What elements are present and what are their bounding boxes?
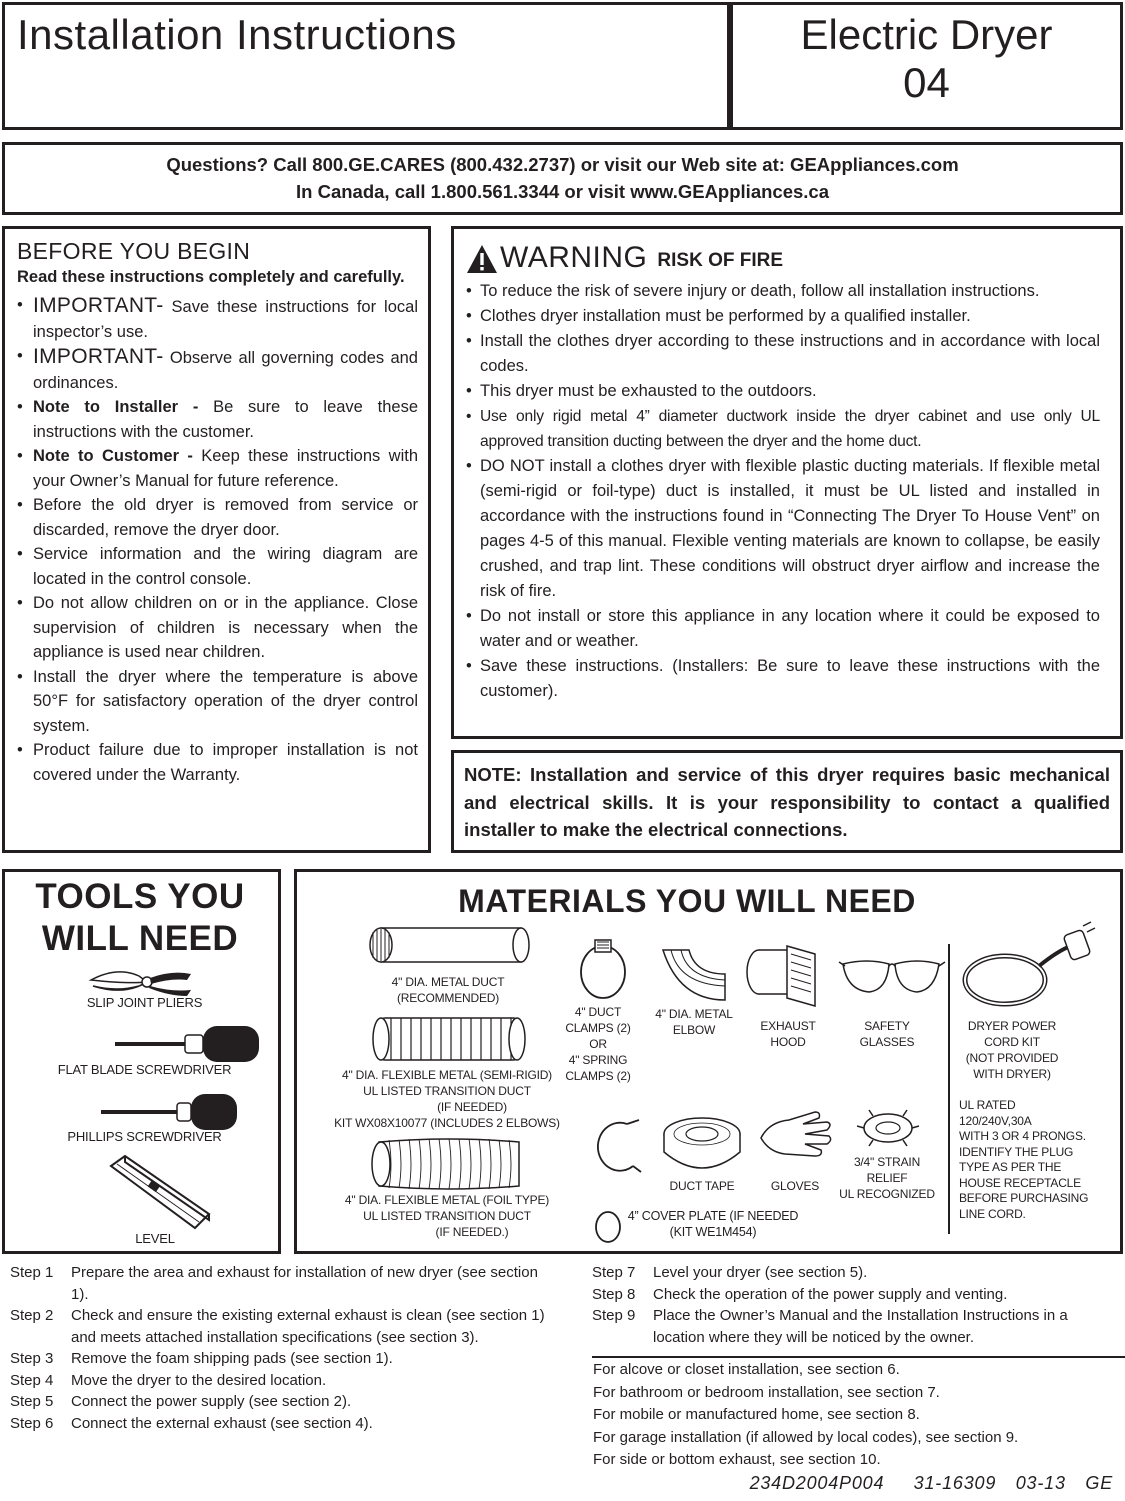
foil-duct-icon: [369, 1134, 529, 1194]
item-lead: IMPORTANT-: [33, 345, 164, 368]
warning-item: • To reduce the risk of severe injury or death, follow all installation instructions.: [466, 279, 1100, 304]
label-line: (IF NEEDED): [437, 1100, 507, 1114]
steps-right-column: [592, 1262, 1117, 1348]
warning-header: [466, 239, 1100, 275]
before-item: [17, 738, 418, 787]
label-line: SAFETY: [864, 1019, 910, 1033]
metal-duct-icon: [363, 922, 533, 968]
item-text: Keep these instructions with your Owner’s Manual for future reference.: [33, 447, 418, 490]
contact-us: Questions? Call 800.GE.CARES (800.432.2737) or visit our Web site at: GEAppliances.com: [166, 154, 959, 175]
label-line: UL LISTED TRANSITION DUCT: [363, 1084, 531, 1098]
label-line: RELIEF: [866, 1171, 908, 1185]
power-cord-icon: [959, 920, 1099, 1014]
material-label: [363, 974, 533, 1006]
step-text: Remove the foam shipping pads (see section 1).: [71, 1350, 393, 1367]
before-item: [17, 493, 418, 542]
step-text: Place the Owner’s Manual and the Installation Instructions in a location where they will be noticed by the owner.: [653, 1307, 1068, 1346]
materials-panel: [294, 869, 1123, 1254]
warning-item: • Clothes dryer installation must be performed by a qualified installer.: [466, 304, 1100, 329]
material-label: [837, 1154, 937, 1202]
warning-item: • Save these instructions. (Installers: Be sure to leave these instructions with the customer).: [466, 654, 1100, 704]
tools-title-line: WILL NEED: [41, 919, 239, 958]
before-item: [17, 665, 418, 739]
material-label: [743, 1018, 833, 1050]
label-line: 4" DUCT: [574, 1005, 622, 1019]
label-line: HOOD: [770, 1035, 806, 1049]
tool-label: SLIP JOINT PLIERS: [86, 995, 203, 1010]
materials-title: MATERIALS YOU WILL NEED: [458, 883, 916, 919]
warning-triangle-icon: [466, 243, 498, 275]
header-product-box: [730, 2, 1123, 130]
before-item: [17, 591, 418, 665]
material-label: [327, 1067, 567, 1131]
semi-rigid-duct-icon: [369, 1012, 529, 1066]
label-line: 4" DIA. FLEXIBLE METAL (FOIL TYPE): [344, 1193, 550, 1207]
label-line: KIT WX08X10077 (INCLUDES 2 ELBOWS): [334, 1116, 560, 1130]
item-lead: Note to Installer -: [33, 398, 199, 416]
step-row: [10, 1348, 550, 1370]
label-line: HOUSE RECEPTACLE: [959, 1175, 1081, 1190]
item-text: Save these instructions for local inspector’s use.: [33, 298, 418, 341]
steps-left-column: [10, 1262, 550, 1434]
level-icon: [105, 1152, 215, 1234]
step-text: Level your dryer (see section 5).: [653, 1264, 868, 1281]
material-label: GLOVES: [770, 1179, 820, 1193]
item-text: Service information and the wiring diagram are located in the control console.: [33, 545, 418, 588]
step-row: [10, 1305, 550, 1348]
warning-word: WARNING: [500, 241, 648, 274]
label-line: ELBOW: [672, 1023, 716, 1037]
step-number: Step 4: [10, 1371, 54, 1389]
tools-panel: [2, 869, 281, 1254]
contact-banner: [2, 142, 1123, 215]
label-line: WITH DRYER): [973, 1067, 1051, 1081]
step-text: Prepare the area and exhaust for installation of new dryer (see section 1).: [71, 1264, 538, 1303]
step-text: Connect the external exhaust (see section 4).: [71, 1414, 373, 1432]
step-number: Step 9: [592, 1307, 636, 1324]
label-line: (NOT PROVIDED: [965, 1051, 1059, 1065]
material-label: DUCT TAPE: [669, 1179, 735, 1193]
label-line: 4" DIA. METAL: [655, 1007, 733, 1021]
material-label: [957, 1018, 1067, 1082]
before-item: [17, 542, 418, 591]
label-line: (KIT WE1M454): [669, 1225, 757, 1239]
warning-list: [466, 279, 1100, 704]
product-name: Electric Dryer 04: [800, 11, 1053, 106]
document-title: Installation Instructions: [17, 11, 457, 58]
label-line: LINE CORD.: [959, 1206, 1026, 1221]
before-heading: BEFORE YOU BEGIN: [17, 238, 251, 264]
section-divider: [592, 1356, 1125, 1358]
step-row: [592, 1284, 1117, 1306]
step-number: Step 1: [10, 1264, 54, 1281]
step-text: Move the dryer to the desired location.: [71, 1371, 327, 1389]
label-line: UL RATED: [959, 1098, 1016, 1112]
label-line: 4" DIA. FLEXIBLE METAL (SEMI-RIGID): [342, 1068, 552, 1082]
label-line: TYPE AS PER THE: [959, 1160, 1062, 1174]
step-number: Step 7: [592, 1264, 636, 1281]
label-line: 4" DIA. METAL DUCT: [391, 975, 505, 989]
step-number: Step 5: [10, 1393, 54, 1410]
tool-label: FLAT BLADE SCREWDRIVER: [57, 1062, 232, 1077]
before-item: [17, 395, 418, 444]
header-title-box: [2, 2, 730, 130]
item-text: Do not allow children on or in the appliance. Close supervision of children is necessary when the appliance is used near children.: [33, 594, 418, 661]
label-line: UL LISTED TRANSITION DUCT: [363, 1209, 531, 1223]
label-line: WITH 3 OR 4 PRONGS.: [959, 1129, 1086, 1143]
step-text: Connect the power supply (see section 2).: [71, 1393, 352, 1410]
gloves-icon: [755, 1104, 839, 1166]
label-line: (IF NEEDED.): [435, 1225, 509, 1239]
label-line: DRYER POWER: [967, 1019, 1057, 1033]
label-line: 4" SPRING: [568, 1053, 628, 1067]
item-lead: IMPORTANT-: [33, 294, 164, 317]
warning-risk: RISK OF FIRE: [657, 250, 784, 271]
label-line: 120/240V,30A: [959, 1113, 1032, 1128]
step-text: Check and ensure the existing external exhaust is clean (see section 1) and meets attached installation specifications (see section 3).: [71, 1307, 545, 1346]
material-label: [649, 1006, 739, 1038]
tools-title: [15, 876, 265, 960]
item-text: Install the dryer where the temperature is above 50°F for satisfactory operation of the dryer control system.: [33, 667, 418, 735]
warning-item: • Install the clothes dryer according to these instructions and in accordance with local codes.: [466, 329, 1100, 379]
material-label: [337, 1192, 557, 1240]
section-reference: For garage installation (if allowed by local codes), see section 9.: [593, 1428, 1019, 1446]
warning-item: • Use only rigid metal 4” diameter ductwork inside the dryer cabinet and use only UL approved transition ducting between the dryer and the home duct.: [466, 404, 1100, 454]
warning-item: • This dryer must be exhausted to the outdoors.: [466, 379, 1100, 404]
section-reference: For mobile or manufactured home, see section 8.: [593, 1406, 920, 1423]
safety-glasses-icon: [837, 954, 947, 1004]
step-row: [10, 1370, 550, 1392]
material-label: [847, 1018, 927, 1050]
before-item: [17, 444, 418, 493]
before-list: [17, 293, 418, 787]
label-line: UL RECOGNIZED: [839, 1187, 935, 1201]
step-row: [592, 1305, 1117, 1348]
before-item: [17, 293, 418, 344]
warning-panel: [451, 226, 1123, 739]
section-reference: For alcove or closet installation, see section 6.: [593, 1361, 900, 1378]
step-number: Step 3: [10, 1350, 54, 1367]
step-number: Step 6: [10, 1414, 54, 1432]
item-text: Product failure due to improper installation is not covered under the Warranty.: [33, 741, 418, 784]
step-row: [10, 1262, 550, 1305]
item-lead: Note to Customer -: [33, 447, 193, 465]
duct-tape-icon: [659, 1112, 745, 1174]
label-line: OR: [589, 1037, 607, 1051]
before-subheading: Read these instructions completely and carefully.: [17, 268, 405, 286]
label-line: CORD KIT: [984, 1035, 1040, 1049]
label-line: GLASSES: [859, 1035, 915, 1049]
contact-canada: In Canada, call 1.800.561.3344 or visit www.GEAppliances.ca: [296, 181, 829, 202]
metal-elbow-icon: [659, 944, 731, 1004]
phillips-screwdriver-icon: [99, 1090, 249, 1134]
section-reference: For side or bottom exhaust, see section 10.: [593, 1451, 881, 1468]
step-row: [10, 1413, 550, 1435]
step-number: Step 2: [10, 1307, 54, 1324]
before-you-begin-panel: [2, 226, 431, 853]
label-line: CLAMPS (2): [565, 1021, 631, 1035]
item-text: Before the old dryer is removed from service or discarded, remove the dryer door.: [33, 496, 418, 539]
step-number: Step 8: [592, 1285, 636, 1303]
exhaust-hood-icon: [743, 942, 819, 1012]
duct-clamp-icon: [575, 934, 631, 1002]
item-text: Observe all governing codes and ordinances.: [33, 349, 418, 392]
label-line: 3/4" STRAIN: [853, 1155, 921, 1169]
strain-relief-icon: [853, 1106, 923, 1150]
label-line: BEFORE PURCHASING: [959, 1191, 1089, 1205]
label-line: (RECOMMENDED): [396, 991, 500, 1005]
cord-rating-note: [959, 1098, 1088, 1222]
step-row: [10, 1391, 550, 1413]
step-row: [592, 1262, 1117, 1284]
item-text: Be sure to leave these instructions with the customer.: [33, 398, 418, 441]
section-references: [593, 1359, 1118, 1472]
label-line: CLAMPS (2): [565, 1069, 631, 1083]
label-line: IDENTIFY THE PLUG: [959, 1144, 1074, 1159]
materials-divider: [948, 944, 950, 1234]
flat-screwdriver-icon: [113, 1022, 263, 1066]
label-line: 4” COVER PLATE (IF NEEDED: [627, 1209, 799, 1223]
material-label: [563, 1004, 633, 1084]
spring-clamp-icon: [593, 1116, 645, 1176]
material-label: [623, 1208, 803, 1240]
warning-item: • DO NOT install a clothes dryer with flexible plastic ducting materials. If flexible metal (semi-rigid or foil-type) duct is installed, it must be UL listed and installed in accordance with the instructions found in “Connecting The Dryer To House Vent” on pages 4-5 of this manual. Flexible venting materials are known to collapse, be easily crushed, and trap lint. These conditions will obstruct dryer airflow and increase the risk of fire.: [466, 454, 1100, 604]
note-panel: NOTE: Installation and service of this dryer requires basic mechanical and electrical skills. It is your responsibility to contact a qualified installer to make the electrical connections.: [451, 750, 1123, 853]
tool-label: PHILLIPS SCREWDRIVER: [67, 1129, 222, 1144]
cover-plate-icon: [593, 1210, 623, 1244]
step-text: Check the operation of the power supply and venting.: [653, 1285, 1008, 1303]
document-code: 234D2004P004 31-16309 03-13 GE: [749, 1473, 1113, 1493]
tools-title-line: TOOLS YOU: [35, 877, 245, 916]
label-line: EXHAUST: [760, 1019, 816, 1033]
tool-label: LEVEL: [135, 1231, 175, 1246]
warning-item: • Do not install or store this appliance in any location where it could be exposed to water and or weather.: [466, 604, 1100, 654]
section-reference: For bathroom or bedroom installation, see section 7.: [593, 1383, 940, 1401]
before-item: [17, 344, 418, 395]
